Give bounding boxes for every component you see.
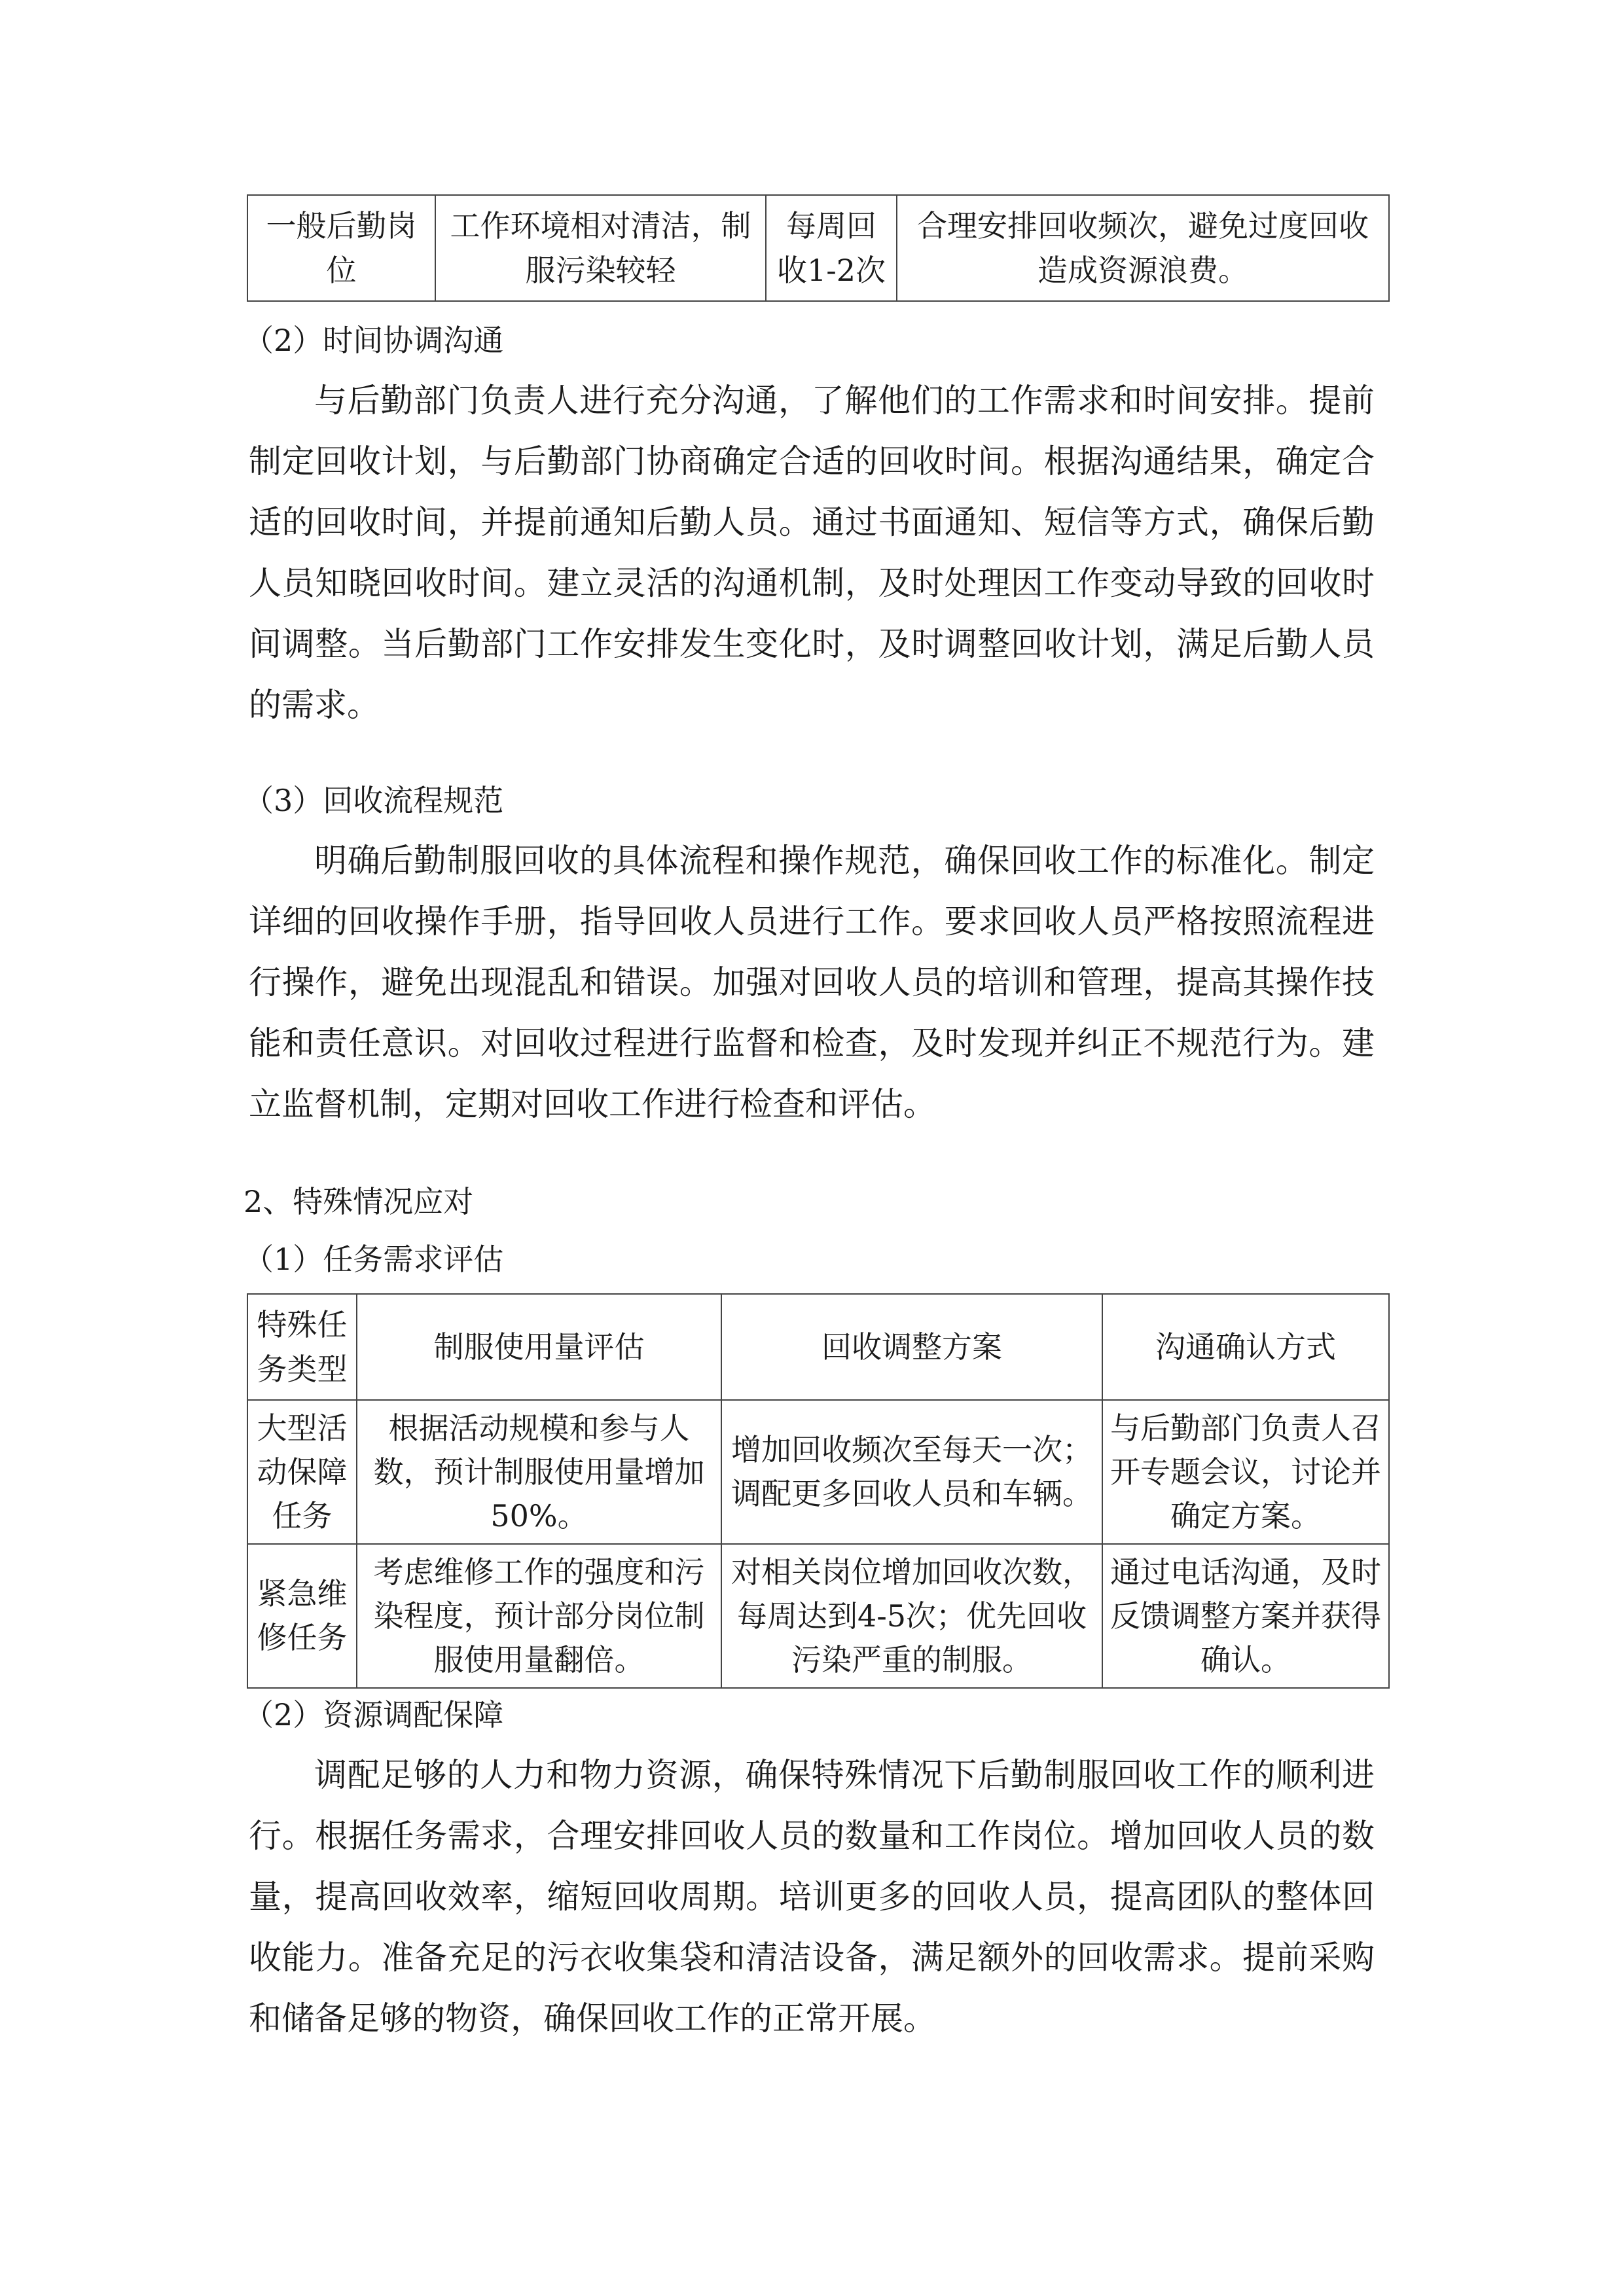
table-cell: 对相关岗位增加回收次数，每周达到4-5次；优先回收污染严重的制服。	[721, 1544, 1102, 1688]
section-heading: （1）任务需求评估	[244, 1242, 504, 1277]
table-cell: 通过电话沟通，及时反馈调整方案并获得确认。	[1102, 1544, 1389, 1688]
table-row	[247, 1544, 1389, 1688]
section-heading: （3）回收流程规范	[244, 783, 504, 818]
section-paragraph: 调配足够的人力和物力资源，确保特殊情况下后勤制服回收工作的顺利进行。根据任务需求，合理安排回收人员的数量和工作岗位。增加回收人员的数量，提高回收效率，缩短回收周期。培训更多的回收人员，提高团队的整体回收能力。准备充足的污衣收集袋和清洁设备，满足额外的回收需求。提前采购和储备足够的物资，确保回收工作的正常开展。	[249, 1756, 1375, 2037]
table-cell: 增加回收频次至每天一次；调配更多回收人员和车辆。	[721, 1400, 1102, 1544]
column-header: 沟通确认方式	[1102, 1294, 1389, 1400]
table-cell: 根据活动规模和参与人数，预计制服使用量增加50%。	[357, 1400, 721, 1544]
table-row	[247, 195, 1389, 301]
section-heading: （2）资源调配保障	[244, 1697, 504, 1732]
section-paragraph: 明确后勤制服回收的具体流程和操作规范，确保回收工作的标准化。制定详细的回收操作手册，指导回收人员进行工作。要求回收人员严格按照流程进行操作，避免出现混乱和错误。加强对回收人员的培训和管理，提高其操作技能和责任意识。对回收过程进行监督和检查，及时发现并纠正不规范行为。建立监督机制，定期对回收工作进行检查和评估。	[249, 842, 1375, 1123]
table-cell: 考虑维修工作的强度和污染程度，预计部分岗位制服使用量翻倍。	[357, 1544, 721, 1688]
section-heading: （2）时间协调沟通	[244, 323, 504, 358]
table-cell: 大型活动保障任务	[247, 1400, 357, 1544]
special-task-table	[247, 1293, 1390, 1689]
table-cell: 每周回收1-2次	[766, 195, 897, 301]
recovery-frequency-table	[247, 194, 1390, 302]
column-header: 回收调整方案	[721, 1294, 1102, 1400]
table-cell: 紧急维修任务	[247, 1544, 357, 1688]
table-row	[247, 1400, 1389, 1544]
section-paragraph: 与后勤部门负责人进行充分沟通，了解他们的工作需求和时间安排。提前制定回收计划，与后勤部门协商确定合适的回收时间。根据沟通结果，确定合适的回收时间，并提前通知后勤人员。通过书面通知、短信等方式，确保后勤人员知晓回收时间。建立灵活的沟通机制，及时处理因工作变动导致的回收时间调整。当后勤部门工作安排发生变化时，及时调整回收计划，满足后勤人员的需求。	[249, 382, 1375, 724]
table-cell: 一般后勤岗位	[247, 195, 435, 301]
section-heading: 2、特殊情况应对	[244, 1184, 474, 1219]
table-cell: 工作环境相对清洁，制服污染较轻	[435, 195, 766, 301]
column-header: 特殊任务类型	[247, 1294, 357, 1400]
column-header: 制服使用量评估	[357, 1294, 721, 1400]
table-cell: 合理安排回收频次，避免过度回收造成资源浪费。	[897, 195, 1389, 301]
table-header-row	[247, 1294, 1389, 1400]
table-cell: 与后勤部门负责人召开专题会议，讨论并确定方案。	[1102, 1400, 1389, 1544]
